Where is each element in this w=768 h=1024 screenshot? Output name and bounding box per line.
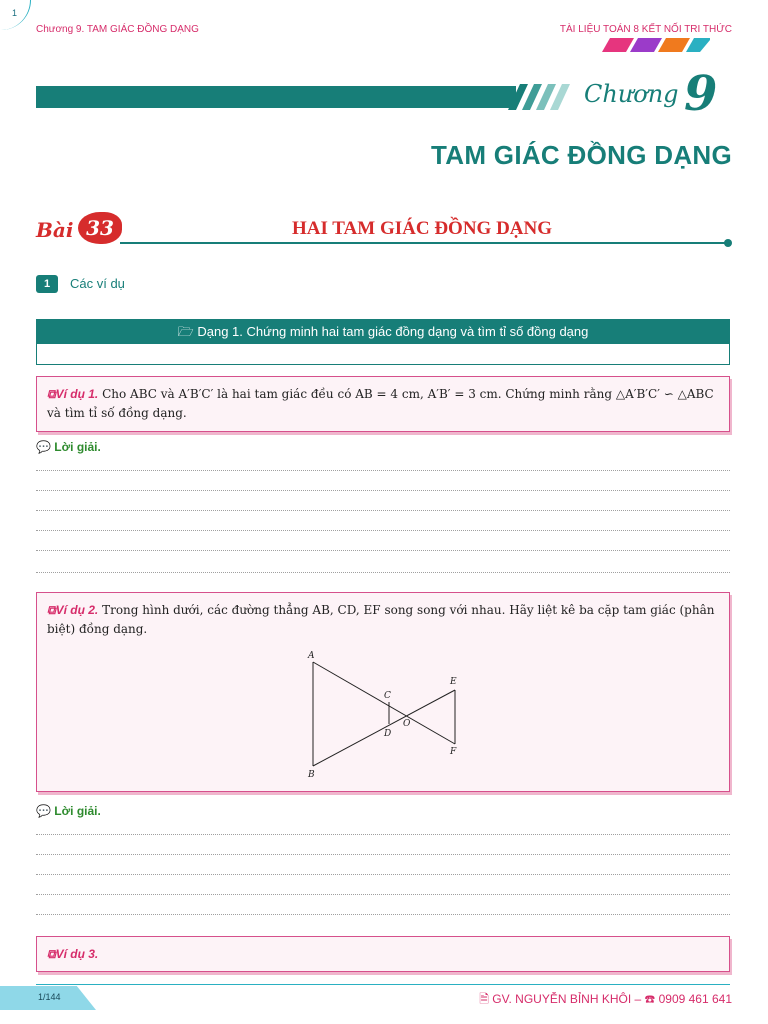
speech-bubble-icon: 💬 xyxy=(36,440,51,454)
corner-page-number xyxy=(0,0,31,30)
lesson-number-badge: 33 xyxy=(78,212,122,244)
label-a: A xyxy=(308,651,315,661)
label-b: B xyxy=(308,770,315,780)
solution-1-label: 💬 Lời giải. xyxy=(36,440,101,454)
header-book-title: TÀI LIỆU TOÁN 8 KẾT NỐI TRI THỨC xyxy=(559,24,732,35)
header-chapter: Chương 9. TAM GIÁC ĐỒNG DẠNG xyxy=(36,24,199,35)
section-number-badge: 1 xyxy=(36,275,58,293)
label-f: F xyxy=(450,747,457,757)
chapter-title: TAM GIÁC ĐỒNG DẠNG xyxy=(430,140,732,170)
phone-icon: ☎ xyxy=(644,992,656,1006)
answer-line xyxy=(36,854,730,855)
label-e: E xyxy=(450,677,457,687)
section-title: Các ví dụ xyxy=(70,276,125,291)
chapter-word: Chương xyxy=(584,80,679,108)
lesson-underline-dot xyxy=(724,239,732,247)
label-c: C xyxy=(384,691,391,701)
answer-line xyxy=(36,530,730,531)
document-icon: 🗎 xyxy=(479,992,489,1006)
answer-line xyxy=(36,914,730,915)
label-o: O xyxy=(403,719,411,729)
footer-rule xyxy=(36,984,730,985)
speech-bubble-icon: 💬 xyxy=(36,804,51,818)
footer-page-number: 1/144 xyxy=(38,992,61,1002)
answer-line xyxy=(36,490,730,491)
example-1-label: ⧉Ví dụ 1. xyxy=(47,387,99,401)
example-1-box xyxy=(36,376,730,432)
chapter-banner-bar xyxy=(36,86,516,108)
geometry-figure xyxy=(300,644,470,784)
answer-line xyxy=(36,550,730,551)
corner-page-number-text: 1 xyxy=(12,8,18,18)
label-d: D xyxy=(384,729,392,739)
header-color-stripes xyxy=(600,38,710,52)
solution-2-label: 💬 Lời giải. xyxy=(36,804,101,818)
answer-line xyxy=(36,470,730,471)
segment-be xyxy=(313,690,455,766)
problem-type-title: 🗁 Dạng 1. Chứng minh hai tam giác đồng dạng và tìm tỉ số đồng dạng xyxy=(37,320,729,344)
lesson-underline xyxy=(120,242,730,244)
lesson-title: HAI TAM GIÁC ĐỒNG DẠNG xyxy=(291,218,553,239)
footer-phone: 0909 461 641 xyxy=(658,992,732,1006)
answer-line xyxy=(36,834,730,835)
chapter-number: 9 xyxy=(684,66,718,122)
problem-type-box xyxy=(36,319,730,365)
answer-line xyxy=(36,894,730,895)
chapter-banner-slashes xyxy=(508,84,578,110)
example-2-label: ⧉Ví dụ 2. xyxy=(47,603,99,617)
answer-line xyxy=(36,572,730,573)
lesson-bai-word: Bài xyxy=(36,218,74,242)
example-2-text: Trong hình dưới, các đường thẳng AB, CD, EF song song với nhau. Hãy liệt kê ba cặp tam giác (phân biệt) đồng dạng. xyxy=(47,603,715,636)
example-1-text: Cho ABC và A′B′C′ là hai tam giác đều có AB = 4 cm, A′B′ = 3 cm. Chứng minh rằng △A′B′C′ ∽ △ABC và tìm tỉ số đồng dạng. xyxy=(47,387,714,420)
footer-author-name: GV. NGUYỄN BỈNH KHÔI – xyxy=(492,992,642,1006)
answer-line xyxy=(36,874,730,875)
example-3-label: ⧉Ví dụ 3. xyxy=(47,947,99,961)
footer-author xyxy=(479,990,732,1011)
example-3-box xyxy=(36,936,730,972)
answer-line xyxy=(36,510,730,511)
